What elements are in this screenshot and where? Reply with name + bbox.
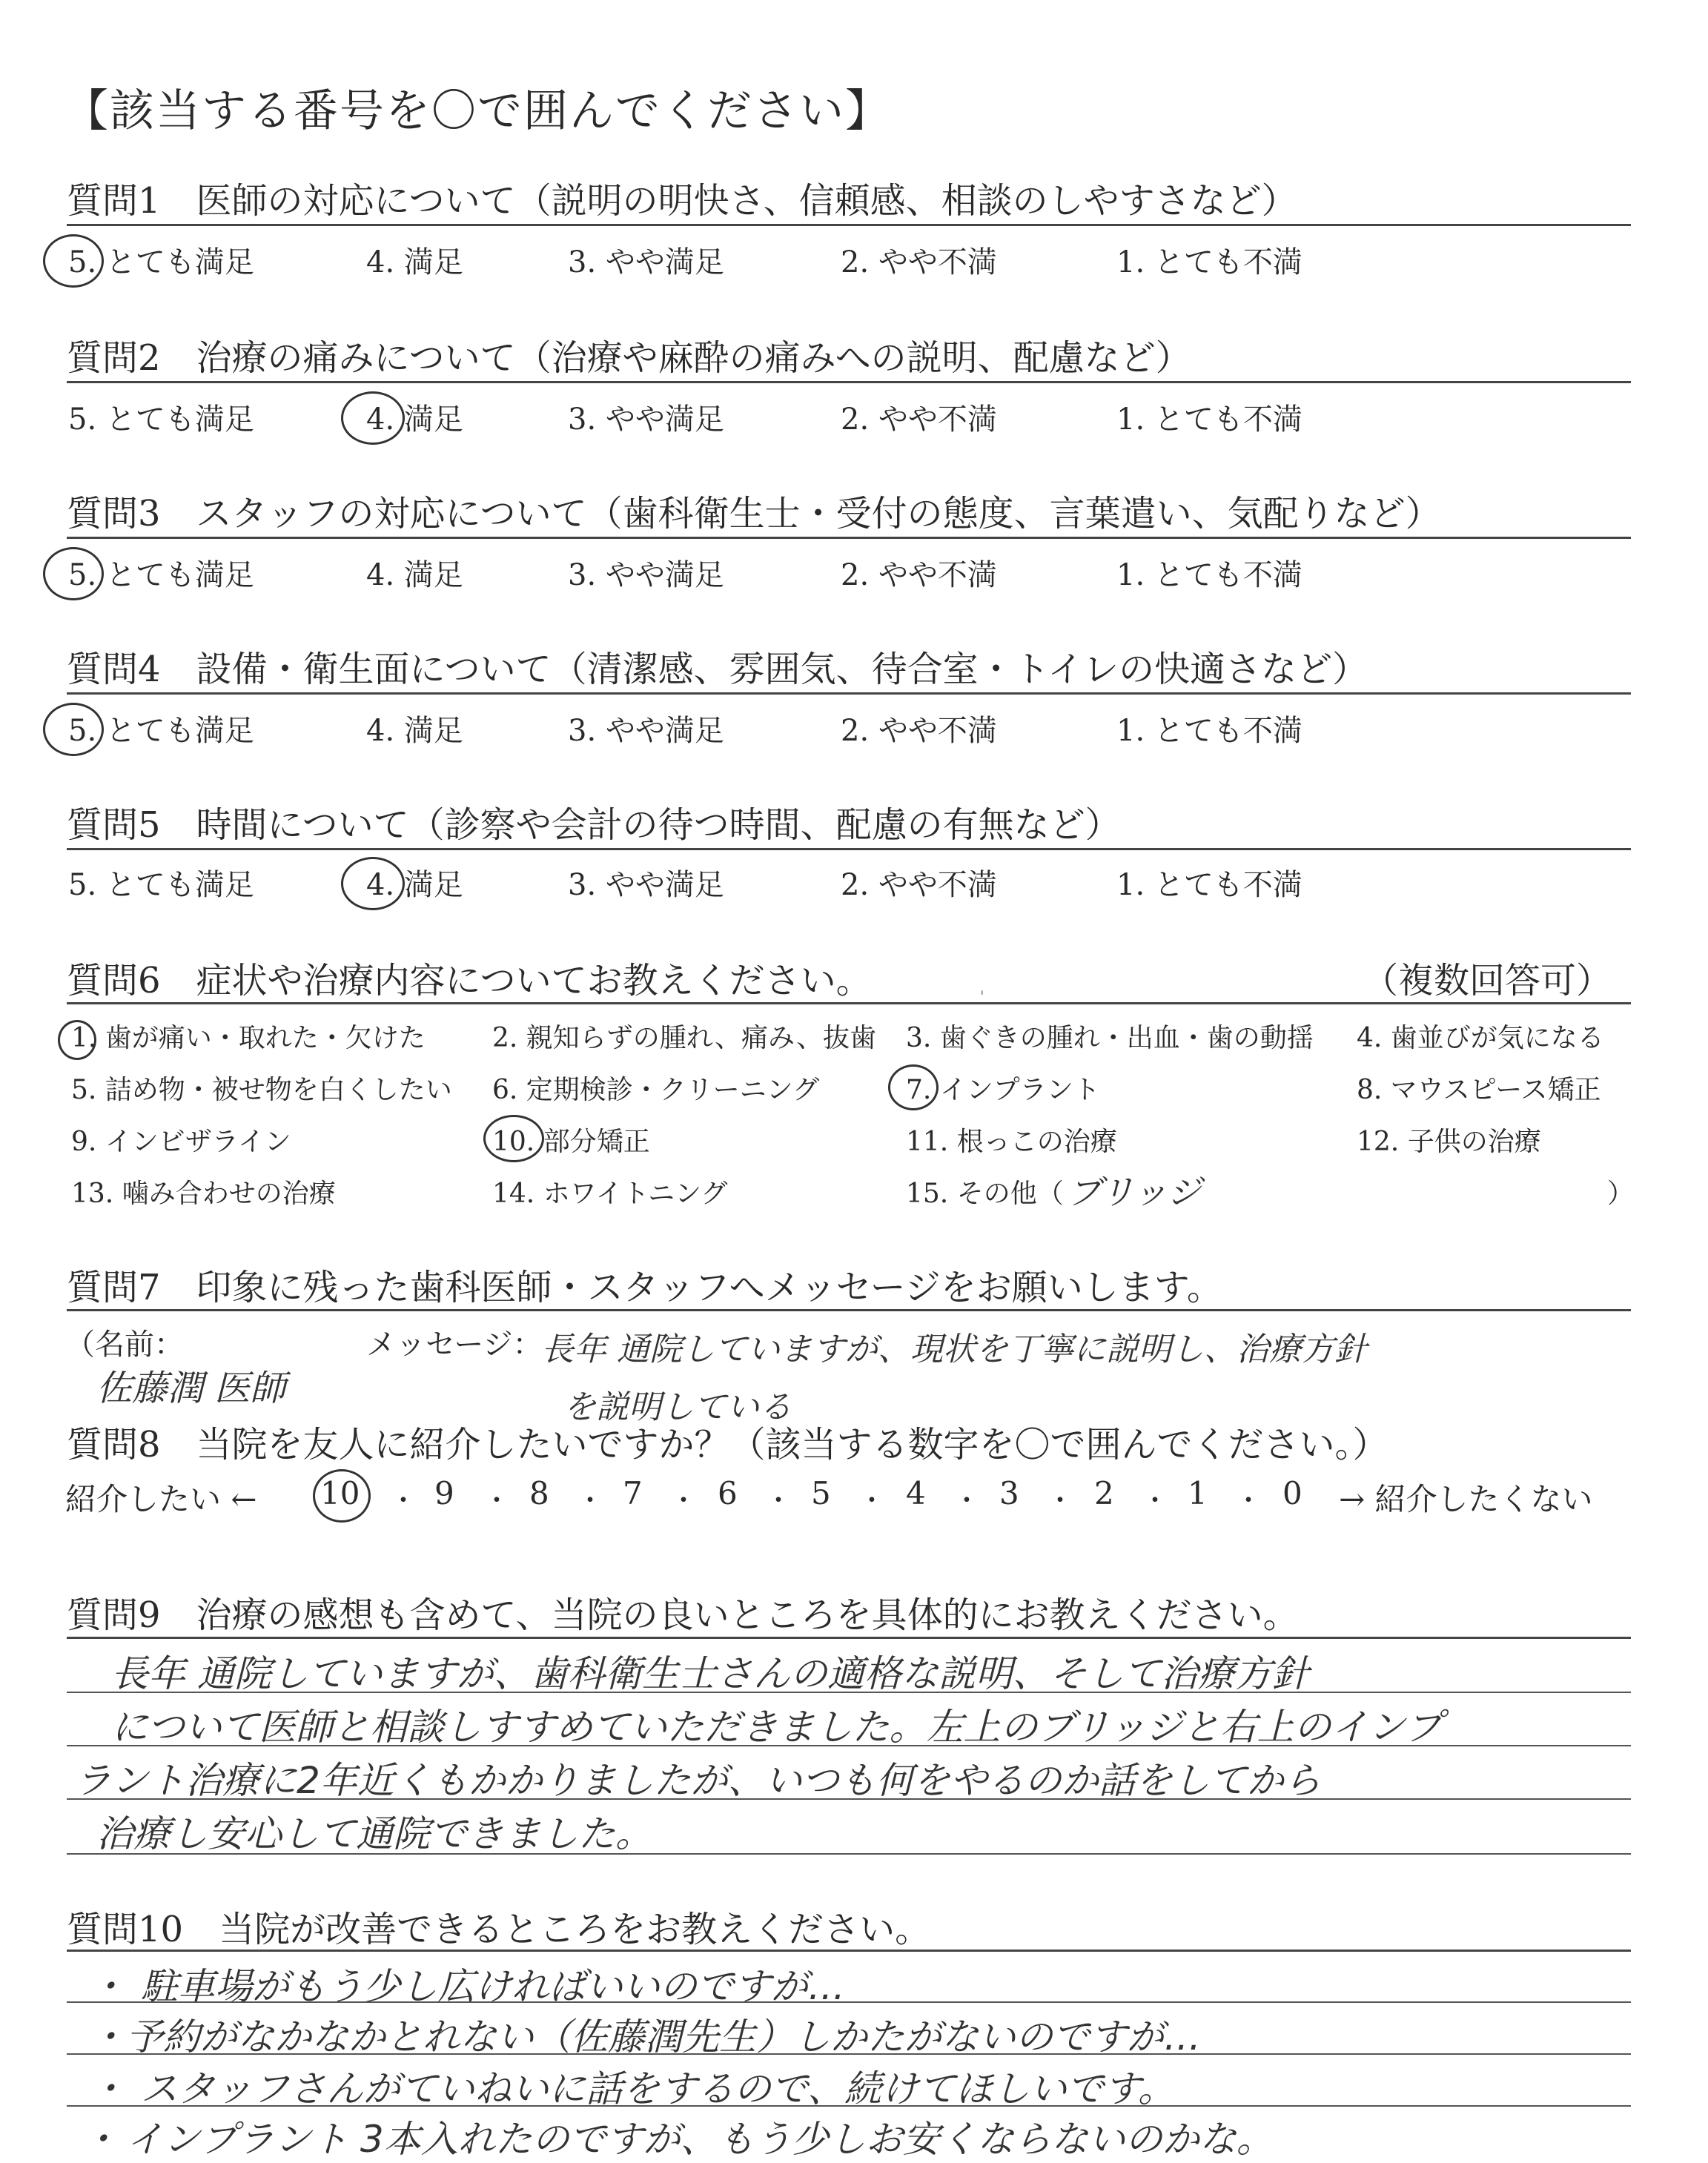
q6-multiple-answer-note: （複数回答可） xyxy=(1363,960,1612,1001)
q8-scale-4[interactable]: 4 xyxy=(906,1475,926,1511)
q10-answer-line-4[interactable]: インプラント 3本入れたのですが、もう少しお安くならないのかな。 xyxy=(126,2118,1274,2161)
stray-mark: ' xyxy=(980,987,984,1005)
q6-item-3[interactable]: 3. 歯ぐきの腫れ・出血・歯の動揺 xyxy=(906,1023,1314,1053)
q7-name-value[interactable]: 佐藤潤 医師 xyxy=(96,1368,286,1409)
q1-option-2[interactable]: 2. やや不満 xyxy=(841,245,997,279)
q2-title: 質問2 治療の痛みについて（治療や麻酔の痛みへの説明、配慮など） xyxy=(67,337,1191,379)
q6-item-4[interactable]: 4. 歯並びが気になる xyxy=(1357,1023,1604,1053)
q8-separator: ・ xyxy=(1142,1485,1169,1516)
q10-answer-line-1[interactable]: 駐車場がもう少し広ければいいのですが… xyxy=(141,1965,845,2008)
q7-title: 質問7 印象に残った歯科医師・スタッフへメッセージをお願いします。 xyxy=(67,1267,1222,1308)
q1-title: 質問1 医師の対応について（説明の明快さ、信頼感、相談のしやすさなど） xyxy=(67,180,1297,222)
q6-other-close-paren: ） xyxy=(1607,1179,1635,1209)
q6-item-5[interactable]: 5. 詰め物・被せ物を白くしたい xyxy=(71,1075,452,1105)
q2-option-1[interactable]: 1. とても不満 xyxy=(1116,403,1302,437)
q9-answer-line-4[interactable]: 治療し安心して通院できました。 xyxy=(96,1812,652,1855)
q4-title: 質問4 設備・衛生面について（清潔感、雰囲気、待合室・トイレの快適さなど） xyxy=(67,649,1368,690)
q4-option-5[interactable]: 5. とても満足 xyxy=(68,714,254,748)
q6-item-2[interactable]: 2. 親知らずの腫れ、痛み、抜歯 xyxy=(492,1023,877,1053)
q3-title: 質問3 スタッフの対応について（歯科衛生士・受付の態度、言葉遣い、気配りなど） xyxy=(67,493,1441,534)
q8-scale-3[interactable]: 3 xyxy=(999,1475,1019,1511)
q6-selection-circle-10 xyxy=(483,1115,544,1162)
q10-line-3 xyxy=(67,2105,1631,2107)
q5-option-5[interactable]: 5. とても満足 xyxy=(68,868,254,902)
q1-divider xyxy=(67,224,1631,226)
q7-message-label: メッセージ： xyxy=(366,1328,543,1362)
q10-answer-line-2[interactable]: 予約がなかなかとれない（佐藤潤先生）しかたがないのですが… xyxy=(126,2015,1201,2058)
q2-option-5[interactable]: 5. とても満足 xyxy=(68,403,254,437)
q8-separator: ・ xyxy=(1047,1485,1074,1516)
q1-option-4[interactable]: 4. 満足 xyxy=(366,245,463,279)
q8-scale-1[interactable]: 1 xyxy=(1188,1475,1208,1511)
q4-option-2[interactable]: 2. やや不満 xyxy=(841,714,997,748)
q1-selection-circle xyxy=(43,234,104,288)
q8-separator: ・ xyxy=(765,1485,792,1516)
q1-option-3[interactable]: 3. やや満足 xyxy=(568,245,724,279)
q3-selection-circle xyxy=(43,547,104,600)
q6-item-12[interactable]: 12. 子供の治療 xyxy=(1357,1127,1541,1157)
q2-option-3[interactable]: 3. やや満足 xyxy=(568,403,724,437)
q1-option-1[interactable]: 1. とても不満 xyxy=(1116,245,1302,279)
q6-item-11[interactable]: 11. 根っこの治療 xyxy=(906,1127,1117,1157)
q10-line-0 xyxy=(67,1950,1631,1952)
q2-option-4[interactable]: 4. 満足 xyxy=(366,403,463,437)
q5-selection-circle xyxy=(341,857,405,910)
q4-divider xyxy=(67,692,1631,695)
q8-right-label: → 紹介したくない xyxy=(1339,1481,1593,1517)
q3-option-3[interactable]: 3. やや満足 xyxy=(568,558,724,592)
q6-item-13[interactable]: 13. 噛み合わせの治療 xyxy=(71,1179,336,1209)
q4-option-4[interactable]: 4. 満足 xyxy=(366,714,463,748)
q3-option-2[interactable]: 2. やや不満 xyxy=(841,558,997,592)
q7-message-line-2[interactable]: を説明している xyxy=(563,1388,792,1426)
q8-separator: ・ xyxy=(858,1485,886,1516)
q8-separator: ・ xyxy=(390,1485,417,1516)
q10-bullet: ・ xyxy=(89,1965,126,2008)
q8-separator: ・ xyxy=(1235,1485,1262,1516)
q2-option-2[interactable]: 2. やや不満 xyxy=(841,403,997,437)
q8-scale-6[interactable]: 6 xyxy=(718,1475,738,1511)
q5-option-2[interactable]: 2. やや不満 xyxy=(841,868,997,902)
q6-item-10[interactable]: 10. 部分矯正 xyxy=(492,1127,650,1157)
q5-divider xyxy=(67,848,1631,850)
q5-title: 質問5 時間について（診察や会計の待つ時間、配慮の有無など） xyxy=(67,804,1121,846)
q10-bullet: ・ xyxy=(89,2067,126,2110)
q4-option-3[interactable]: 3. やや満足 xyxy=(568,714,724,748)
q7-divider xyxy=(67,1309,1631,1311)
q6-item-14[interactable]: 14. ホワイトニング xyxy=(492,1179,728,1209)
q6-item-9[interactable]: 9. インビザライン xyxy=(71,1127,291,1157)
q3-divider xyxy=(67,537,1631,539)
q10-answer-line-3[interactable]: スタッフさんがていねいに話をするので、続けてほしいです。 xyxy=(141,2067,1175,2110)
q9-line-2 xyxy=(67,1745,1631,1746)
q2-divider xyxy=(67,381,1631,383)
q3-option-1[interactable]: 1. とても不満 xyxy=(1116,558,1302,592)
q10-line-2 xyxy=(67,2053,1631,2055)
q9-line-1 xyxy=(67,1692,1631,1693)
q9-answer-line-2[interactable]: について医師と相談しすすめていただきました。左上のブリッジと右上のインプ xyxy=(111,1706,1443,1749)
q8-separator: ・ xyxy=(483,1485,511,1516)
q8-separator: ・ xyxy=(953,1485,981,1516)
q10-line-1 xyxy=(67,2001,1631,2003)
q1-option-5[interactable]: 5. とても満足 xyxy=(68,245,254,279)
q10-bullet: ・ xyxy=(82,2118,119,2161)
q8-scale-7[interactable]: 7 xyxy=(623,1475,643,1511)
q4-selection-circle xyxy=(43,703,104,756)
q6-item-1[interactable]: 1. 歯が痛い・取れた・欠けた xyxy=(71,1023,426,1053)
q7-message-line-1[interactable]: 長年 通院していますが、現状を丁寧に説明し、治療方針 xyxy=(541,1331,1367,1368)
q8-scale-2[interactable]: 2 xyxy=(1094,1475,1114,1511)
q9-title: 質問9 治療の感想も含めて、当院の良いところを具体的にお教えください。 xyxy=(67,1594,1299,1636)
q6-item-6[interactable]: 6. 定期検診・クリーニング xyxy=(492,1075,820,1105)
q8-title: 質問8 当院を友人に紹介したいですか？（該当する数字を〇で囲んでください。） xyxy=(67,1424,1388,1465)
q6-divider xyxy=(67,1002,1631,1004)
q8-separator: ・ xyxy=(670,1485,698,1516)
q7-name-label: （名前： xyxy=(65,1328,184,1362)
q6-item-15[interactable]: 15. その他（ xyxy=(906,1179,1064,1209)
q4-option-1[interactable]: 1. とても不満 xyxy=(1116,714,1302,748)
q8-scale-9[interactable]: 9 xyxy=(434,1475,454,1511)
q8-scale-5[interactable]: 5 xyxy=(811,1475,831,1511)
q8-selection-circle xyxy=(313,1469,371,1523)
q10-bullet: ・ xyxy=(89,2015,126,2058)
q6-other-answer: ブリッジ xyxy=(1068,1172,1202,1212)
q6-title: 質問6 症状や治療内容についてお教えください。 xyxy=(67,960,872,1001)
q8-scale-8[interactable]: 8 xyxy=(529,1475,549,1511)
q9-answer-line-3[interactable]: ラント治療に2年近くもかかりましたが、いつも何をやるのか話をしてから xyxy=(74,1759,1321,1802)
q3-option-4[interactable]: 4. 満足 xyxy=(366,558,463,592)
q8-left-label: 紹介したい ← xyxy=(65,1481,257,1517)
q5-option-4[interactable]: 4. 満足 xyxy=(366,868,463,902)
q8-separator: ・ xyxy=(577,1485,604,1516)
q10-title: 質問10 当院が改善できるところをお教えください。 xyxy=(67,1909,931,1950)
q6-selection-circle-7 xyxy=(888,1064,939,1110)
q6-item-8[interactable]: 8. マウスピース矯正 xyxy=(1357,1075,1601,1105)
q8-scale-10[interactable]: 10 xyxy=(320,1475,360,1511)
q9-line-4 xyxy=(67,1853,1631,1855)
q2-selection-circle xyxy=(341,391,405,445)
q9-line-3 xyxy=(67,1798,1631,1800)
q9-answer-line-1[interactable]: 長年 通院していますが、歯科衛生士さんの適格な説明、そして治療方針 xyxy=(111,1652,1309,1695)
q3-option-5[interactable]: 5. とても満足 xyxy=(68,558,254,592)
q9-line-0 xyxy=(67,1637,1631,1639)
q6-selection-circle-1 xyxy=(58,1020,96,1060)
q5-option-3[interactable]: 3. やや満足 xyxy=(568,868,724,902)
q6-item-7[interactable]: 7. インプラント xyxy=(906,1075,1100,1105)
page-title: 【該当する番号を〇で囲んでください】 xyxy=(64,85,891,137)
q8-scale-0[interactable]: 0 xyxy=(1282,1475,1302,1511)
q5-option-1[interactable]: 1. とても不満 xyxy=(1116,868,1302,902)
